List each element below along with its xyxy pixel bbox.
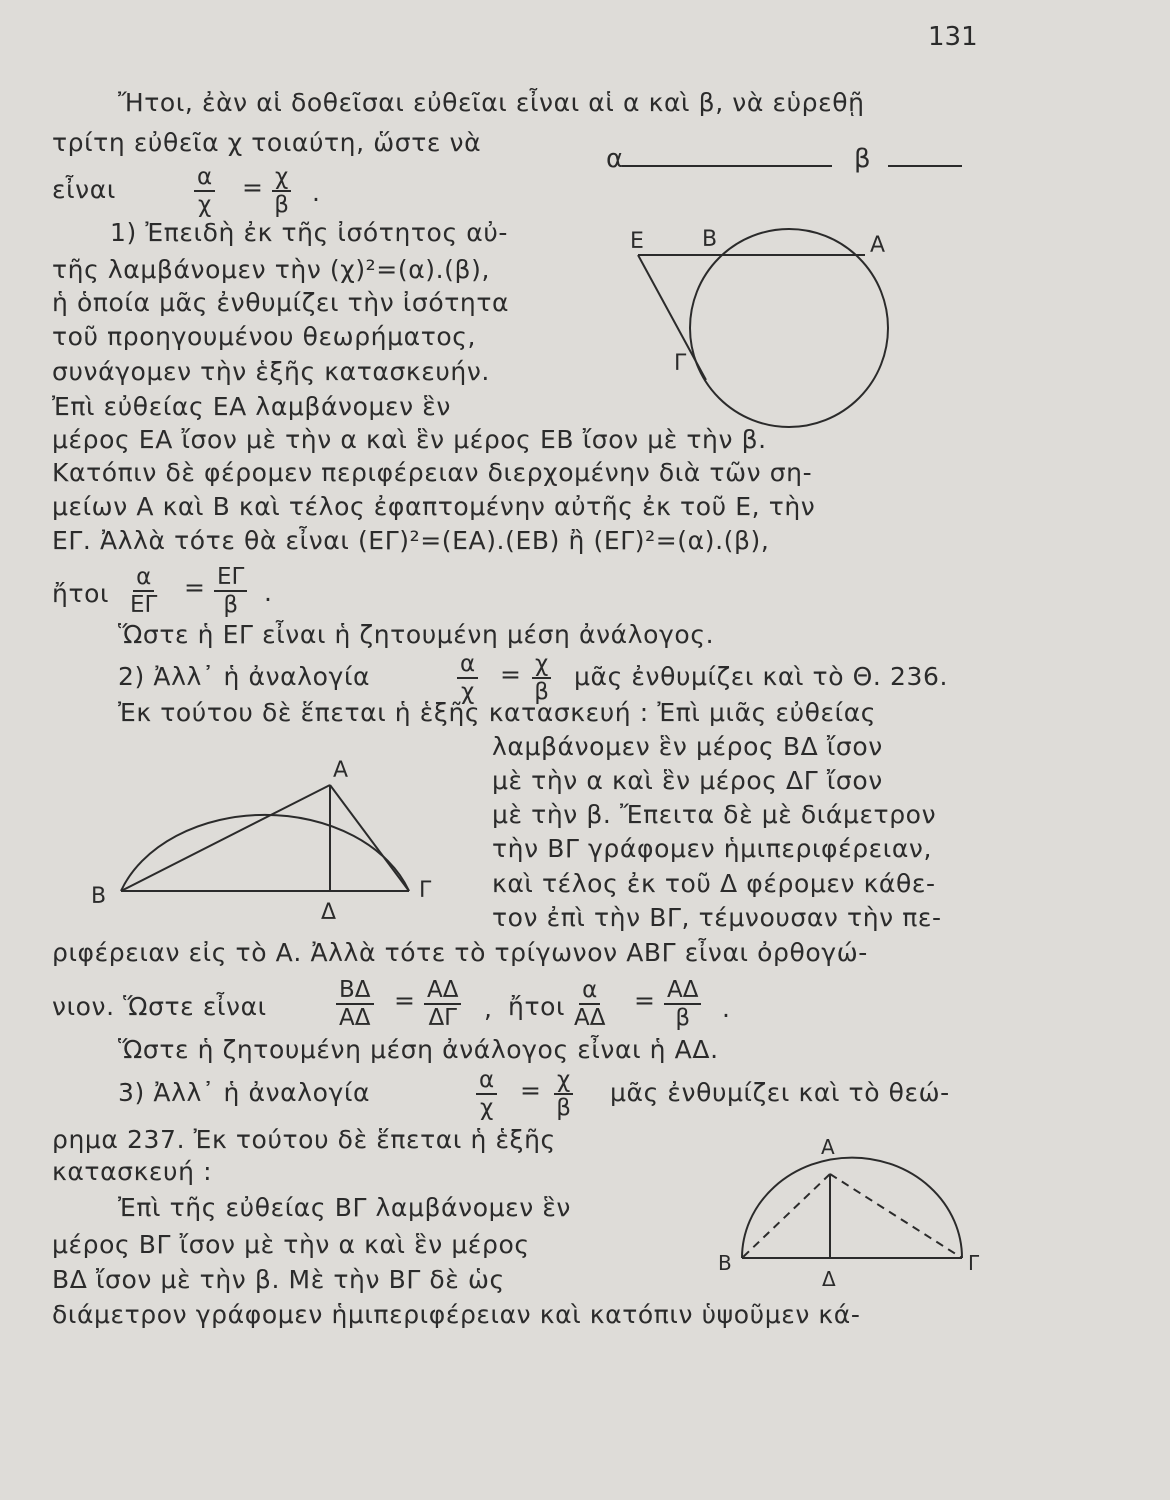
text-line-24: ριφέρειαν εἰς τὸ Α. Ἀλλὰ τότε τὸ τρίγωνον ΑΒΓ εἶναι ὀρθογώ- bbox=[52, 938, 868, 967]
fraction-EG-over-b bbox=[214, 565, 247, 617]
point-E-label: Ε bbox=[630, 229, 644, 254]
fraction-numerator: α bbox=[476, 1068, 497, 1095]
point-G-label: Γ bbox=[674, 351, 687, 376]
point-G-label: Γ bbox=[419, 878, 432, 903]
comma: , bbox=[484, 994, 492, 1023]
fraction-numerator: α bbox=[194, 165, 215, 192]
fraction-a-over-x bbox=[194, 165, 215, 217]
text-line-16a: 2) Ἀλλ᾽ ἡ ἀναλογία bbox=[118, 662, 371, 691]
fraction-denominator: β bbox=[534, 679, 549, 705]
text-line-19: μὲ τὴν α καὶ ἓν μέρος ΔΓ ἴσον bbox=[492, 766, 883, 795]
fraction-numerator: α bbox=[579, 978, 600, 1005]
fraction-denominator: β bbox=[675, 1005, 691, 1031]
equals-sign: = bbox=[520, 1076, 541, 1105]
semicircle-right-triangle-figure bbox=[85, 755, 465, 925]
chord-AG bbox=[330, 785, 409, 891]
point-B-label: Β bbox=[718, 1251, 732, 1275]
text-line-2: τρίτη εὐθεῖα χ τοιαύτη, ὥστε νὰ bbox=[52, 128, 482, 157]
fraction-numerator: α bbox=[133, 565, 154, 592]
text-line-4: 1) Ἐπειδὴ ἐκ τῆς ἰσότητος αὐ- bbox=[110, 218, 509, 247]
point-D-label: Δ bbox=[321, 900, 337, 925]
text-line-5: τῆς λαμβάνομεν τὴν (χ)²=(α).(β), bbox=[52, 255, 490, 284]
text-line-28: ρημα 237. Ἐκ τούτου δὲ ἕπεται ἡ ἑξῆς bbox=[52, 1125, 556, 1154]
text-line-11: Κατόπιν δὲ φέρομεν περιφέρειαν διερχομένην διὰ τῶν ση- bbox=[52, 458, 813, 487]
text-line-25b: ἤτοι bbox=[508, 992, 566, 1021]
fraction-denominator: β bbox=[274, 192, 289, 218]
fraction-numerator: χ bbox=[532, 652, 551, 679]
fraction-numerator: χ bbox=[554, 1068, 573, 1095]
text-line-16b: μᾶς ἐνθυμίζει καὶ τὸ Θ. 236. bbox=[574, 662, 949, 691]
fraction-a-over-EG bbox=[130, 565, 157, 617]
fraction-denominator: χ bbox=[479, 1095, 494, 1121]
text-line-6: ἡ ὁποία μᾶς ἐνθυμίζει τὴν ἰσότητα bbox=[52, 288, 510, 317]
text-line-29: κατασκευή : bbox=[52, 1157, 213, 1186]
fraction-denominator: ΕΓ bbox=[130, 592, 158, 618]
point-D-label: Δ bbox=[822, 1267, 836, 1291]
fraction-numerator: ΒΔ bbox=[336, 978, 374, 1005]
fraction-AD-over-b bbox=[664, 978, 701, 1030]
fraction-x-over-b bbox=[272, 165, 291, 217]
text-line-9: Ἐπὶ εὐθείας ΕΑ λαμβάνομεν ἓν bbox=[52, 392, 451, 421]
fraction-numerator: α bbox=[457, 652, 478, 679]
fraction-numerator: ΕΓ bbox=[214, 565, 247, 592]
fraction-AD-over-DG bbox=[424, 978, 461, 1030]
equals-sign: = bbox=[184, 573, 205, 602]
semicircle-arc bbox=[121, 815, 409, 891]
fraction-a-over-AD bbox=[574, 978, 605, 1030]
text-line-21: τὴν ΒΓ γράφομεν ἡμιπεριφέρειαν, bbox=[492, 834, 933, 863]
text-line-27a: 3) Ἀλλ᾽ ἡ ἀναλογία bbox=[118, 1078, 371, 1107]
segment-a-label: α bbox=[606, 144, 624, 174]
text-line-12: μείων Α καὶ Β καὶ τέλος ἐφαπτομένην αὐτῆς ἐκ τοῦ Ε, τὴν bbox=[52, 492, 816, 521]
text-line-32: ΒΔ ἴσον μὲ τὴν β. Μὲ τὴν ΒΓ δὲ ὡς bbox=[52, 1265, 505, 1294]
fraction-x-over-b bbox=[532, 652, 551, 704]
fraction-a-over-x bbox=[457, 652, 478, 704]
fraction-denominator: β bbox=[556, 1095, 571, 1121]
text-line-7: τοῦ προηγουμένου θεωρήματος, bbox=[52, 322, 477, 351]
fraction-BD-over-AD bbox=[336, 978, 374, 1030]
fraction-denominator: ΑΔ bbox=[339, 1005, 371, 1031]
point-G-label: Γ bbox=[968, 1251, 980, 1275]
tangent-secant-figure bbox=[620, 220, 900, 430]
fraction-x-over-b bbox=[554, 1068, 573, 1120]
text-line-14: ἤτοι bbox=[52, 579, 110, 608]
point-B-label: Β bbox=[91, 884, 107, 909]
text-line-30: Ἐπὶ τῆς εὐθείας ΒΓ λαμβάνομεν ἓν bbox=[118, 1193, 572, 1222]
circle bbox=[690, 229, 888, 427]
text-line-31: μέρος ΒΓ ἴσον μὲ τὴν α καὶ ἓν μέρος bbox=[52, 1230, 530, 1259]
text-line-1: Ἤτοι, ἐὰν αἱ δοθεῖσαι εὐθεῖαι εἶναι αἱ α καὶ β, νὰ εὑρεθῇ bbox=[118, 88, 865, 117]
text-line-22: καὶ τέλος ἐκ τοῦ Δ φέρομεν κάθε- bbox=[492, 869, 936, 898]
text-line-23: τον ἐπὶ τὴν ΒΓ, τέμνουσαν τὴν πε- bbox=[492, 903, 942, 932]
point-A-label: Α bbox=[333, 758, 349, 783]
page-number: 131 bbox=[928, 22, 978, 52]
chord-BA bbox=[121, 785, 330, 891]
tangent-line-EG bbox=[638, 255, 706, 380]
period: . bbox=[722, 994, 730, 1023]
text-line-15: Ὥστε ἡ ΕΓ εἶναι ἡ ζητουμένη μέση ἀνάλογος. bbox=[118, 620, 715, 649]
equals-sign: = bbox=[634, 986, 655, 1015]
text-line-27b: μᾶς ἐνθυμίζει καὶ τὸ θεώ- bbox=[610, 1078, 950, 1107]
given-segments-figure bbox=[600, 140, 970, 180]
semicircle-arc bbox=[742, 1158, 962, 1258]
text-line-33: διάμετρον γράφομεν ἡμιπεριφέρειαν καὶ κατόπιν ὑψοῦμεν κά- bbox=[52, 1300, 861, 1329]
fraction-denominator: β bbox=[223, 592, 239, 618]
fraction-a-over-x bbox=[476, 1068, 497, 1120]
fraction-denominator: χ bbox=[460, 679, 475, 705]
text-line-25a: νιον. Ὥστε εἶναι bbox=[52, 992, 267, 1021]
period: . bbox=[312, 178, 320, 207]
text-line-3: εἶναι bbox=[52, 175, 116, 204]
dashed-chord-AB bbox=[742, 1174, 830, 1258]
equals-sign: = bbox=[242, 173, 263, 202]
text-line-10: μέρος ΕΑ ἴσον μὲ τὴν α καὶ ἓν μέρος ΕΒ ἴσον μὲ τὴν β. bbox=[52, 425, 767, 454]
text-line-13: ΕΓ. Ἀλλὰ τότε θὰ εἶναι (ΕΓ)²=(ΕΑ).(ΕΒ) ἢ (ΕΓ)²=(α).(β), bbox=[52, 526, 770, 555]
dashed-chord-AG bbox=[830, 1174, 962, 1258]
point-B-label: Β bbox=[702, 227, 718, 252]
period: . bbox=[264, 578, 272, 607]
segment-b-label: β bbox=[854, 144, 871, 174]
text-line-20: μὲ τὴν β. Ἔπειτα δὲ μὲ διάμετρον bbox=[492, 800, 937, 829]
point-A-label: Α bbox=[821, 1135, 835, 1159]
text-line-26: Ὥστε ἡ ζητουμένη μέση ἀνάλογος εἶναι ἡ ΑΔ. bbox=[118, 1035, 719, 1064]
equals-sign: = bbox=[394, 986, 415, 1015]
equals-sign: = bbox=[500, 660, 521, 689]
fraction-numerator: ΑΔ bbox=[424, 978, 461, 1005]
fraction-denominator: χ bbox=[197, 192, 212, 218]
point-A-label: Α bbox=[870, 233, 886, 258]
text-line-8: συνάγομεν τὴν ἑξῆς κατασκευήν. bbox=[52, 357, 490, 386]
fraction-numerator: ΑΔ bbox=[664, 978, 701, 1005]
text-line-17: Ἐκ τούτου δὲ ἕπεται ἡ ἑξῆς κατασκευή : Ἐπὶ μιᾶς εὐθείας bbox=[118, 698, 877, 727]
fraction-denominator: ΔΓ bbox=[428, 1005, 458, 1031]
fraction-denominator: ΑΔ bbox=[574, 1005, 606, 1031]
fraction-numerator: χ bbox=[272, 165, 291, 192]
text-line-18: λαμβάνομεν ἓν μέρος ΒΔ ἴσον bbox=[492, 732, 883, 761]
semicircle-dashed-figure bbox=[706, 1130, 996, 1300]
